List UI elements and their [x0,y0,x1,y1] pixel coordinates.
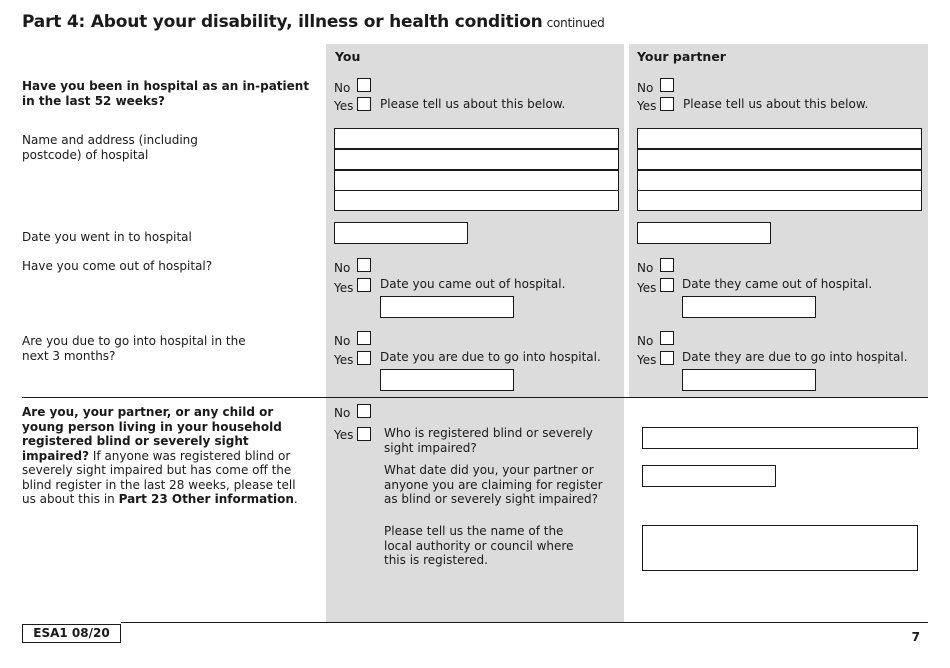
you-due-yes-label: Yes [334,353,354,367]
you-in-hospital-no-checkbox[interactable] [357,78,371,92]
question-come-out: Have you come out of hospital? [22,259,213,273]
you-due-yes-checkbox[interactable] [357,351,371,365]
partner-due-date-field[interactable] [682,369,816,391]
you-hospital-address-line-2[interactable] [334,149,619,170]
partner-come-out-yes-checkbox[interactable] [660,278,674,292]
you-come-out-no-checkbox[interactable] [357,258,371,272]
you-come-out-yes-checkbox[interactable] [357,278,371,292]
blind-who-field[interactable] [642,427,918,449]
blind-no-checkbox[interactable] [357,404,371,418]
partner-due-yes-checkbox[interactable] [660,351,674,365]
you-came-out-date-text: Date you came out of hospital. [380,277,566,291]
you-hospital-address-line-4[interactable] [334,190,619,211]
blind-note-reference: Part 23 Other information [118,492,294,506]
you-due-date-field[interactable] [380,369,514,391]
footer-divider [121,622,928,623]
blind-yes-checkbox[interactable] [357,427,371,441]
blind-authority-text: Please tell us the name of the local authority or council where this is registered. [384,524,574,567]
partner-column-heading: Your partner [637,49,726,64]
question-hospital-address: Name and address (including postcode) of hospital [22,133,198,162]
you-came-out-date-field[interactable] [380,296,514,318]
you-hospital-address-line-1[interactable] [334,128,619,149]
section-divider [22,397,928,398]
partner-due-yes-label: Yes [637,353,657,367]
partner-came-out-date-text: Date they came out of hospital. [682,277,873,291]
question-blind [22,405,298,507]
you-date-went-in-field[interactable] [334,222,468,244]
you-come-out-yes-label: Yes [334,281,354,295]
partner-hospital-address-line-1[interactable] [637,128,922,149]
you-tell-below-text: Please tell us about this below. [380,97,566,111]
question-due-to-go: Are you due to go into hospital in the next 3 months? [22,334,246,363]
you-come-out-no-label: No [334,261,351,275]
question-date-went-in: Date you went in to hospital [22,230,192,244]
partner-tell-below-text: Please tell us about this below. [683,97,869,111]
you-hospital-address-line-3[interactable] [334,170,619,191]
blind-yes-label: Yes [334,428,354,442]
form-code: ESA1 08/20 [22,624,121,643]
continued-label: continued [546,16,605,30]
you-due-date-text: Date you are due to go into hospital. [380,350,601,364]
partner-hospital-address-line-4[interactable] [637,190,922,211]
partner-come-out-no-checkbox[interactable] [660,258,674,272]
blind-authority-field[interactable] [642,525,918,571]
partner-in-hospital-yes-checkbox[interactable] [660,97,674,111]
you-due-no-label: No [334,334,351,348]
blind-note-text: If anyone was registered blind or severely sight impaired but has come off the blind register in the last 28 weeks, please tell us about this in [22,448,296,506]
partner-date-went-in-field[interactable] [637,222,771,244]
partner-came-out-date-field[interactable] [682,296,816,318]
blind-note-end: . [293,492,298,506]
partner-in-hospital-no-checkbox[interactable] [660,78,674,92]
partner-in-hospital-no-label: No [637,81,654,95]
blind-question-text: Are you, your partner, or any child or young person living in your household registered blind or severely sight impaired? [22,405,282,463]
page-title: Part 4: About your disability, illness or health condition continued [22,12,605,32]
partner-hospital-address-line-2[interactable] [637,149,922,170]
blind-date-field[interactable] [642,465,776,487]
blind-what-date-text: What date did you, your partner or anyone you are claiming for register as blind or severely sight impaired? [384,463,603,506]
partner-due-no-checkbox[interactable] [660,331,674,345]
blind-no-label: No [334,406,351,420]
partner-hospital-address-line-3[interactable] [637,170,922,191]
blind-who-text: Who is registered blind or severely sight impaired? [384,426,593,455]
partner-due-date-text: Date they are due to go into hospital. [682,350,908,364]
partner-come-out-yes-label: Yes [637,281,657,295]
you-column-heading: You [335,49,361,64]
partner-in-hospital-yes-label: Yes [637,99,657,113]
partner-due-no-label: No [637,334,654,348]
question-in-hospital: Have you been in hospital as an in-patient in the last 52 weeks? [22,79,310,108]
you-due-no-checkbox[interactable] [357,331,371,345]
you-in-hospital-yes-label: Yes [334,99,354,113]
partner-come-out-no-label: No [637,261,654,275]
you-in-hospital-yes-checkbox[interactable] [357,97,371,111]
you-in-hospital-no-label: No [334,81,351,95]
page-number: 7 [911,630,920,644]
